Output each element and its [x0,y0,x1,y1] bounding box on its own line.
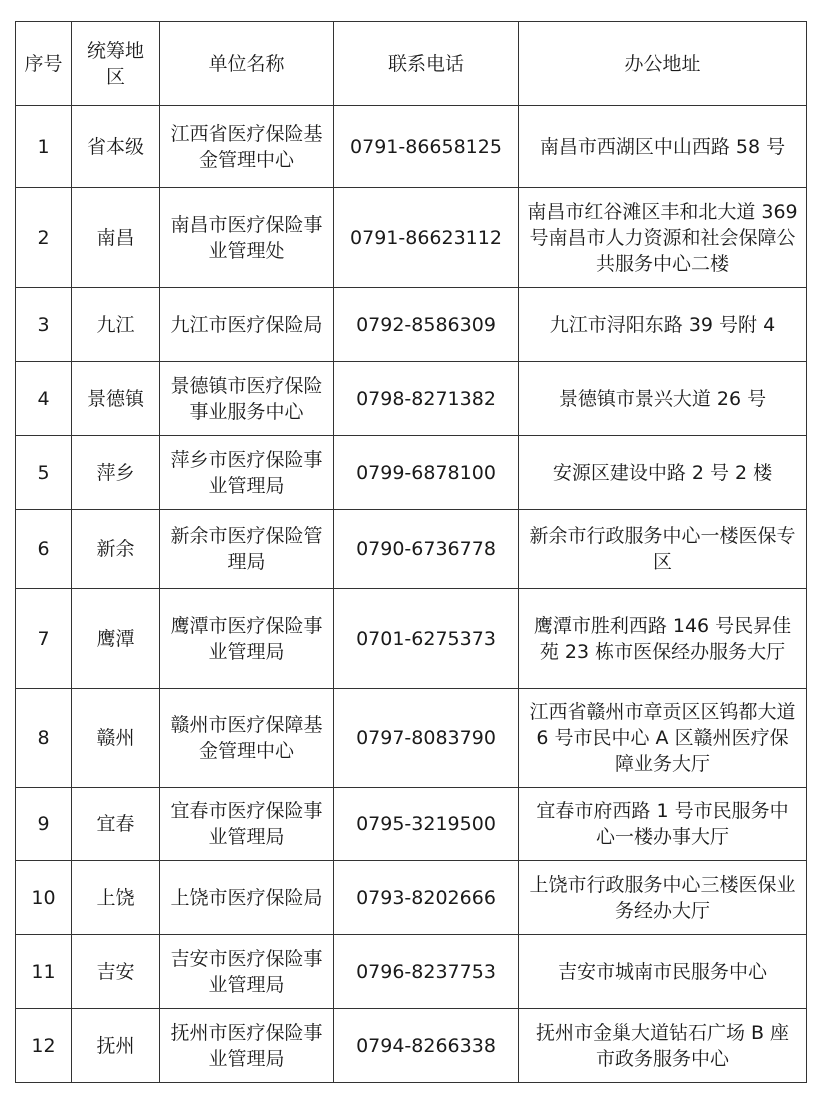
table-row [16,510,807,589]
cell-address: 景德镇市景兴大道 26 号 [519,362,807,436]
cell-region: 九江 [72,288,160,362]
table-row [16,788,807,861]
cell-seq: 5 [16,436,72,510]
header-seq: 序号 [16,22,72,106]
header-phone: 联系电话 [334,22,519,106]
cell-seq: 6 [16,510,72,589]
cell-region: 宜春 [72,788,160,861]
cell-region: 吉安 [72,935,160,1009]
table-row [16,436,807,510]
cell-region: 鹰潭 [72,589,160,689]
cell-phone: 0792-8586309 [334,288,519,362]
table-row [16,689,807,788]
table-row [16,861,807,935]
cell-phone: 0791-86658125 [334,106,519,188]
cell-seq: 1 [16,106,72,188]
cell-address: 吉安市城南市民服务中心 [519,935,807,1009]
cell-seq: 12 [16,1009,72,1083]
cell-region: 上饶 [72,861,160,935]
header-unit: 单位名称 [160,22,334,106]
cell-seq: 9 [16,788,72,861]
cell-unit: 景德镇市医疗保险事业服务中心 [160,362,334,436]
cell-phone: 0799-6878100 [334,436,519,510]
cell-phone: 0797-8083790 [334,689,519,788]
cell-unit: 九江市医疗保险局 [160,288,334,362]
cell-address: 宜春市府西路 1 号市民服务中心一楼办事大厅 [519,788,807,861]
cell-region: 省本级 [72,106,160,188]
cell-region: 萍乡 [72,436,160,510]
table-row [16,188,807,288]
cell-unit: 赣州市医疗保障基金管理中心 [160,689,334,788]
table-row [16,589,807,689]
cell-region: 景德镇 [72,362,160,436]
header-row [16,22,807,106]
cell-phone: 0796-8237753 [334,935,519,1009]
cell-address: 安源区建设中路 2 号 2 楼 [519,436,807,510]
contacts-table [15,21,807,1083]
cell-unit: 江西省医疗保险基金管理中心 [160,106,334,188]
cell-phone: 0701-6275373 [334,589,519,689]
cell-unit: 吉安市医疗保险事业管理局 [160,935,334,1009]
table-row [16,935,807,1009]
cell-region: 新余 [72,510,160,589]
cell-address: 江西省赣州市章贡区区钨都大道 6 号市民中心 A 区赣州医疗保障业务大厅 [519,689,807,788]
cell-unit: 南昌市医疗保险事业管理处 [160,188,334,288]
cell-phone: 0791-86623112 [334,188,519,288]
cell-unit: 新余市医疗保险管理局 [160,510,334,589]
cell-seq: 11 [16,935,72,1009]
cell-seq: 10 [16,861,72,935]
header-address: 办公地址 [519,22,807,106]
table-row [16,1009,807,1083]
cell-region: 赣州 [72,689,160,788]
cell-address: 鹰潭市胜利西路 146 号民昇佳苑 23 栋市医保经办服务大厅 [519,589,807,689]
cell-region: 抚州 [72,1009,160,1083]
cell-unit: 萍乡市医疗保险事业管理局 [160,436,334,510]
cell-address: 上饶市行政服务中心三楼医保业务经办大厅 [519,861,807,935]
cell-address: 新余市行政服务中心一楼医保专区 [519,510,807,589]
cell-phone: 0793-8202666 [334,861,519,935]
cell-unit: 鹰潭市医疗保险事业管理局 [160,589,334,689]
cell-phone: 0794-8266338 [334,1009,519,1083]
table-row [16,362,807,436]
cell-unit: 抚州市医疗保险事业管理局 [160,1009,334,1083]
cell-phone: 0798-8271382 [334,362,519,436]
cell-unit: 上饶市医疗保险局 [160,861,334,935]
cell-region: 南昌 [72,188,160,288]
cell-seq: 3 [16,288,72,362]
cell-phone: 0790-6736778 [334,510,519,589]
cell-phone: 0795-3219500 [334,788,519,861]
table-row [16,106,807,188]
cell-seq: 8 [16,689,72,788]
table-row [16,288,807,362]
cell-unit: 宜春市医疗保险事业管理局 [160,788,334,861]
cell-seq: 2 [16,188,72,288]
cell-seq: 7 [16,589,72,689]
cell-seq: 4 [16,362,72,436]
cell-address: 九江市浔阳东路 39 号附 4 [519,288,807,362]
cell-address: 南昌市西湖区中山西路 58 号 [519,106,807,188]
header-region: 统筹地区 [72,22,160,106]
cell-address: 南昌市红谷滩区丰和北大道 369 号南昌市人力资源和社会保障公共服务中心二楼 [519,188,807,288]
cell-address: 抚州市金巢大道钻石广场 B 座市政务服务中心 [519,1009,807,1083]
